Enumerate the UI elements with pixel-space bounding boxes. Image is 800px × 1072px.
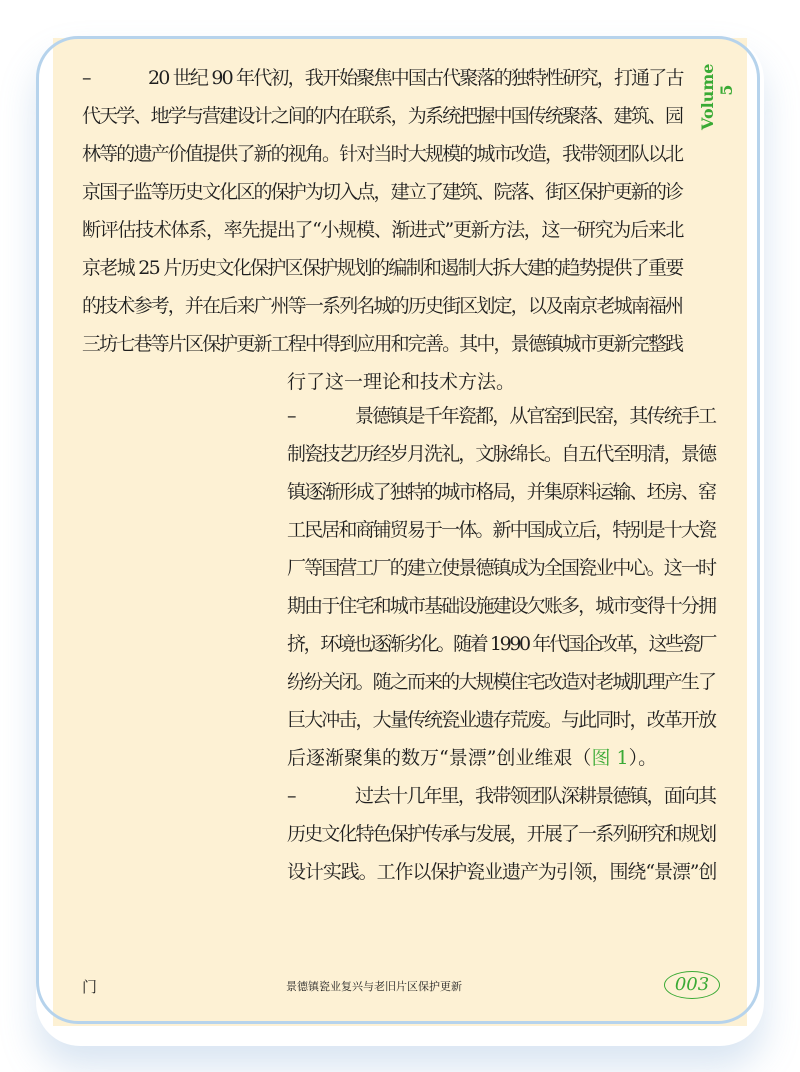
text-line: 三坊七巷等片区保护更新工程中得到应用和完善。其中，景德镇城市更新完整践 xyxy=(82,333,683,355)
text-run: ）。 xyxy=(628,747,658,769)
footer-left-character: 门 xyxy=(82,978,98,996)
text-line: 挤，环境也逐渐劣化。随着 1990 年代国企改革，这些瓷厂 xyxy=(287,633,716,655)
text-line: 京老城 25 片历史文化保护区保护规划的编制和遏制大拆大建的趋势提供了重要 xyxy=(82,257,683,279)
text-line: 20 世纪 90 年代初，我开始聚焦中国古代聚落的独特性研究，打通了古 xyxy=(148,67,683,89)
paragraph-marker: – xyxy=(82,67,92,89)
text-line: 林等的遗产价值提供了新的视角。针对当时大规模的城市改造，我带领团队以北 xyxy=(82,143,683,165)
text-line: 景德镇是千年瓷都，从官窑到民窑，其传统手工 xyxy=(355,405,716,427)
page-number-badge: 003 xyxy=(664,971,720,999)
running-title: 景德镇瓷业复兴与老旧片区保护更新 xyxy=(286,980,462,993)
text-line: 过去十几年里，我带领团队深耕景德镇，面向其 xyxy=(355,785,716,807)
text-line: 断评估技术体系，率先提出了“小规模、渐进式”更新方法，这一研究为后来北 xyxy=(82,219,684,241)
volume-marker xyxy=(696,63,736,134)
text-line: 巨大冲击，大量传统瓷业遗存荒废。与此同时，改革开放 xyxy=(287,709,716,731)
text-line: 镇逐渐形成了独特的城市格局，并集原料运输、坯房、窑 xyxy=(287,481,716,503)
text-line: 的技术参考，并在后来广州等一系列名城的历史街区划定，以及南京老城南福州 xyxy=(82,295,683,317)
text-line: 期由于住宅和城市基础设施建设欠账多，城市变得十分拥 xyxy=(287,595,716,617)
text-line: 纷纷关闭。随之而来的大规模住宅改造对老城肌理产生了 xyxy=(287,671,716,693)
text-line: 京国子监等历史文化区的保护为切入点，建立了建筑、院落、街区保护更新的诊 xyxy=(82,181,683,203)
paragraph-marker: – xyxy=(287,785,297,807)
text-line: 代天学、地学与营建设计之间的内在联系，为系统把握中国传统聚落、建筑、园 xyxy=(82,105,683,127)
text-line: 历史文化特色保护传承与发展，开展了一系列研究和规划 xyxy=(287,823,716,845)
text-line: 设计实践。工作以保护瓷业遗产为引领，围绕“景漂”创 xyxy=(287,861,717,883)
text-line: 制瓷技艺历经岁月洗礼，文脉绵长。自五代至明清，景德 xyxy=(287,443,716,465)
figure-reference-link[interactable]: 图 1 xyxy=(591,747,629,769)
text-line: 厂等国营工厂的建立使景德镇成为全国瓷业中心。这一时 xyxy=(287,557,716,579)
text-run: 后逐渐聚集的数万“景漂”创业维艰（ xyxy=(287,747,592,769)
text-line xyxy=(287,748,717,768)
text-line: 行了这一理论和技术方法。 xyxy=(287,371,516,393)
paragraph-marker: – xyxy=(287,405,297,427)
volume-number: 5 xyxy=(717,84,736,96)
volume-label: Volume xyxy=(698,63,717,130)
text-line: 工民居和商铺贸易于一体。新中国成立后，特别是十大瓷 xyxy=(287,519,716,541)
